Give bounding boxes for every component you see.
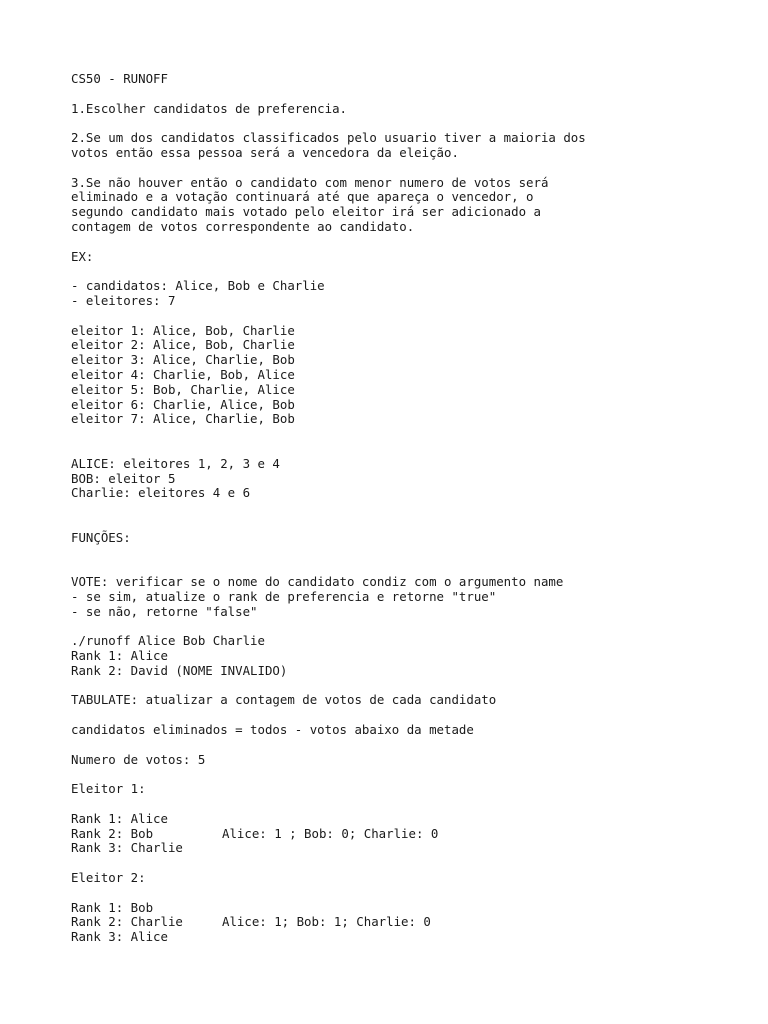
voter-1-label: Eleitor 1: [71,781,146,797]
voter-2-label: Eleitor 2: [71,870,146,886]
voter-2-rank-row [71,915,751,930]
voter-line: eleitor 4: Charlie, Bob, Alice [71,366,295,382]
voter-line: eleitor 1: Alice, Bob, Charlie [71,322,295,338]
result-alice: ALICE: eleitores 1, 2, 3 e 4 [71,455,280,471]
voter-2-rank-1: Rank 1: Bob [71,899,154,915]
step-3-line-3: segundo candidato mais votado pelo eleitor irá ser adicionado a [71,204,541,220]
setup-candidates: - candidatos: Alice, Bob e Charlie [71,278,325,294]
step-2-line-2: votos então essa pessoa será a vencedora da eleição. [71,144,459,160]
document-page [71,72,751,945]
voter-line: eleitor 3: Alice, Charlie, Bob [71,352,295,368]
number-of-votes: Numero de votos: 5 [71,751,206,767]
result-bob: BOB: eleitor 5 [71,470,176,486]
command-rank-2: Rank 2: David (NOME INVALIDO) [71,662,288,678]
result-charlie: Charlie: eleitores 4 e 6 [71,485,251,501]
voter-2-rank-row [71,901,751,916]
voter-2-tally: Alice: 1; Bob: 1; Charlie: 0 [222,914,431,930]
voter-2-rank-3: Rank 3: Alice [71,929,168,945]
vote-description: VOTE: verificar se o nome do candidato condiz com o argumento name [71,574,564,590]
step-2-line-1: 2.Se um dos candidatos classificados pelo usuario tiver a maioria dos [71,130,586,146]
command-rank-1: Rank 1: Alice [71,648,168,664]
voter-line: eleitor 2: Alice, Bob, Charlie [71,337,295,353]
voter-1-rank-row [71,841,751,856]
voter-line: eleitor 5: Bob, Charlie, Alice [71,381,295,397]
tabulate-description: TABULATE: atualizar a contagem de votos de cada candidato [71,692,497,708]
step-3-line-4: contagem de votos correspondente ao candidato. [71,218,415,234]
vote-if-no: - se não, retorne "false" [71,603,258,619]
step-3-line-2: eliminado e a votação continuará até que apareça o vencedor, o [71,189,534,205]
functions-heading: FUNÇÕES: [71,529,131,545]
voter-1-rank-1: Rank 1: Alice [71,810,168,826]
voter-line: eleitor 6: Charlie, Alice, Bob [71,396,295,412]
voter-1-rank-2: Rank 2: Bob [71,825,154,841]
voter-1-tally: Alice: 1 ; Bob: 0; Charlie: 0 [222,825,439,841]
voter-1-rank-3: Rank 3: Charlie [71,840,183,856]
voter-line: eleitor 7: Alice, Charlie, Bob [71,411,295,427]
voter-1-rank-row [71,812,751,827]
step-1-line-1: 1.Escolher candidatos de preferencia. [71,100,348,116]
voter-2-rank-row [71,930,751,945]
eliminated-rule: candidatos eliminados = todos - votos abaixo da metade [71,722,474,738]
command-line: ./runoff Alice Bob Charlie [71,633,265,649]
voter-1-rank-row [71,827,751,842]
doc-title: CS50 - RUNOFF [71,71,168,86]
setup-voters: - eleitores: 7 [71,292,176,308]
example-label: EX: [71,248,94,264]
step-3-line-1: 3.Se não houver então o candidato com menor numero de votos será [71,174,549,190]
vote-if-yes: - se sim, atualize o rank de preferencia e retorne "true" [71,588,497,604]
voter-2-rank-2: Rank 2: Charlie [71,914,183,930]
